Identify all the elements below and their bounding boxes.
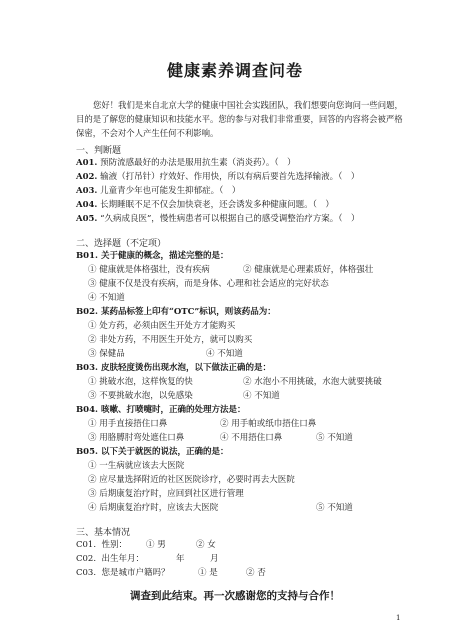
judgment-item-a02: A02. 输液（打吊针）疗效好、作用快，所以有病后要首先选择输液。（ ） [76,172,360,182]
basic-info-c02: C02. 出生年月： [76,554,144,564]
c02-month-label: 月 [210,554,219,564]
closing-message: 调查到此结束。再一次感谢您的支持与合作！ [130,590,340,602]
section3-heading: 三、基本情况 [76,528,131,538]
b02-option-2: ② 非处方药，不用医生开处方，就可以购买 [88,335,253,345]
page-number: 1 [396,614,401,622]
c01-option-male: ① 男 [146,540,166,550]
section2-heading: 二、选择题（不定项） [76,239,167,249]
section1-heading: 一、判断题 [76,146,122,156]
b02-option-4: ④ 不知道 [206,349,243,359]
b03-option-2: ② 水泡小不用挑破，水泡大就要挑破 [243,377,382,387]
basic-info-c03: C03. 您是城市户籍吗？ [76,568,170,578]
choice-question-b05: B05. 以下关于就医的说法，正确的是： [76,447,229,457]
page-title: 健康素养调查问卷 [166,61,303,80]
c03-option-yes: ① 是 [198,568,218,578]
b04-option-4: ④ 不用捂住口鼻 [220,433,283,443]
judgment-item-a03: A03. 儿童青少年也可能发生抑郁症。（ ） [76,186,241,196]
c01-option-female: ② 女 [196,540,216,550]
b01-option-1: ① 健康就是体格强壮，没有疾病 [88,265,210,275]
b01-option-3: ③ 健康不仅是没有疾病，而是身体、心理和社会适应的完好状态 [88,279,329,289]
choice-question-b04: B04. 咳嗽、打喷嚏时，正确的处理方法是： [76,405,246,415]
judgment-item-a04: A04. 长期睡眠不足不仅会加快衰老，还会诱发多种健康问题。（ ） [76,200,334,210]
judgment-item-a05: A05. “久病成良医”，慢性病患者可以根据自己的感受调整治疗方案。（ ） [76,214,360,224]
b04-option-2: ② 用手帕或纸巾捂住口鼻 [220,419,317,429]
b03-option-4: ④ 不知道 [243,391,280,401]
b03-option-3: ③ 不要挑破水泡，以免感染 [88,391,193,401]
choice-question-b01: B01. 关于健康的概念，描述完整的是： [76,251,229,261]
c02-year-label: 年 [176,554,185,564]
b04-option-5: ⑤ 不知道 [316,433,353,443]
judgment-item-a01: A01. 预防流感最好的办法是服用抗生素（消炎药）。（ ） [76,158,296,168]
b05-option-3: ③ 后期康复治疗时，应回到社区进行管理 [88,489,244,499]
b05-option-1: ① 一生病就应该去大医院 [88,461,185,471]
choice-question-b03: B03. 皮肤轻度烫伤出现水泡，以下做法正确的是： [76,363,271,373]
b03-option-1: ① 挑破水泡，这样恢复的快 [88,377,193,387]
b05-option-2: ② 应尽量选择附近的社区医院诊疗，必要时再去大医院 [88,475,295,485]
intro-paragraph: 您好！我们是来自北京大学的健康中国社会实践团队，我们想要向您询问一些问题，目的是了解您的健康知识和技能水平。您的参与对我们非常重要，回答的内容将会被严格保密，不会对个人产生任何不利影响。 [76,100,403,138]
b05-option-4: ④ 后期康复治疗时，应该去大医院 [88,503,219,513]
b02-option-1: ① 处方药，必须由医生开处方才能购买 [88,321,236,331]
basic-info-c01: C01. 性别： [76,540,127,550]
choice-question-b02: B02. 某药品标签上印有“OTC”标识，则该药品为： [76,307,276,317]
b02-option-3: ③ 保健品 [88,349,125,359]
b04-option-3: ③ 用胳膊肘弯处遮住口鼻 [88,433,185,443]
b04-option-1: ① 用手直接捂住口鼻 [88,419,168,429]
b05-option-5: ⑤ 不知道 [316,503,353,513]
b01-option-2: ② 健康就是心理素质好，体格强壮 [243,265,374,275]
b01-option-4: ④ 不知道 [88,293,125,303]
c03-option-no: ② 否 [246,568,266,578]
